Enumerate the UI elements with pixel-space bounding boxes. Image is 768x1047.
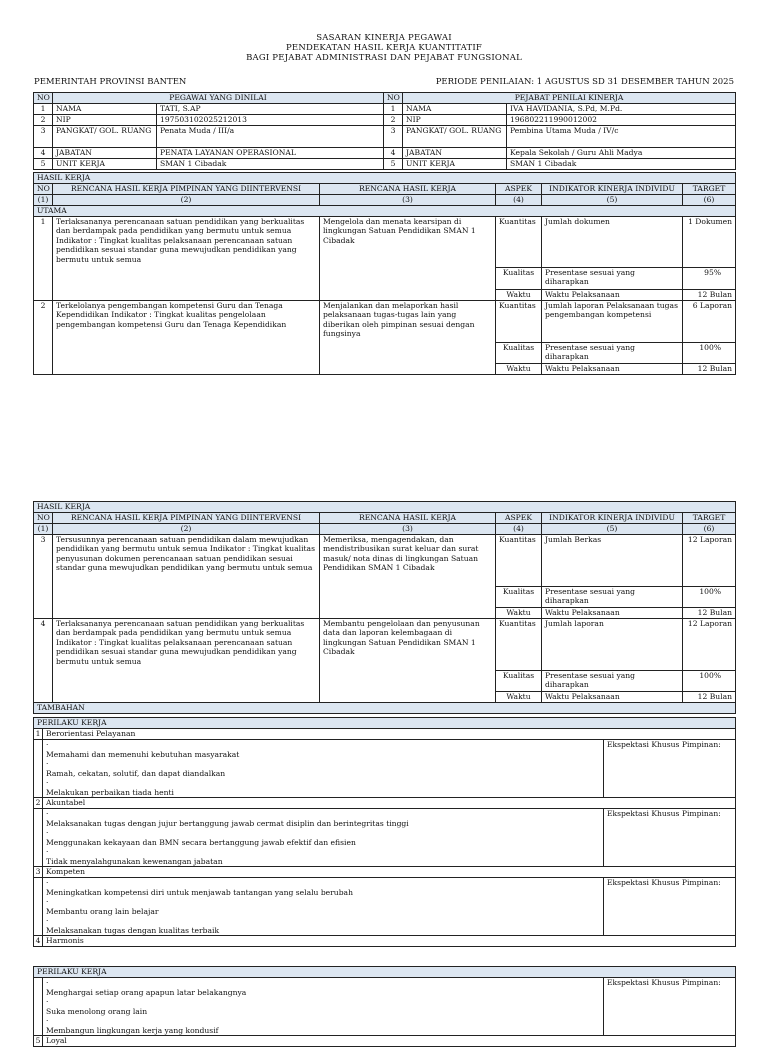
perilaku-title: Akuntabel <box>43 798 736 809</box>
indikator-cell: Jumlah laporan Pelaksanaan tugas pengembangan kompetensi <box>542 300 683 342</box>
col-num: (6) <box>683 195 736 206</box>
perilaku-point: Memahami dan memenuhi kebutuhan masyarakat <box>46 749 240 759</box>
col-num: (5) <box>542 524 683 535</box>
aspek-cell: Kuantitas <box>496 300 542 342</box>
pegawai-pangkat: Penata Muda / III/a <box>157 126 384 148</box>
perilaku-title: Kompeten <box>43 867 736 878</box>
aspek-cell: Waktu <box>496 691 542 702</box>
aspek-cell: Kualitas <box>496 586 542 607</box>
indikator-cell: Jumlah dokumen <box>542 216 683 267</box>
item-no: 2 <box>34 300 53 374</box>
col-num: (6) <box>683 524 736 535</box>
col-num: (5) <box>542 195 683 206</box>
id-row-no: 2 <box>384 115 403 126</box>
perilaku-kerja-table-2 <box>33 966 736 1047</box>
perilaku-points: · Meningkatkan kompetensi diri untuk menjawab tantangan yang selalu berubah · Membantu orang lain belajar · Melaksanakan tugas dengan kualitas terbaik <box>43 878 604 936</box>
skp-table-page-1 <box>33 92 736 170</box>
col-no: NO <box>34 184 53 195</box>
instansi-label: PEMERINTAH PROVINSI BANTEN <box>34 77 187 87</box>
target-cell: 12 Bulan <box>683 363 736 374</box>
aspek-cell: Kuantitas <box>496 618 542 670</box>
perilaku-point: Menggunakan kekayaan dan BMN secara bertanggung jawab efektif dan efisien <box>46 837 356 847</box>
target-cell: 100% <box>683 670 736 691</box>
col-target: TARGET <box>683 513 736 524</box>
ekspektasi-label: Ekspektasi Khusus Pimpinan: <box>604 978 736 1036</box>
id-row-no: 1 <box>384 104 403 115</box>
item-rencana: Menjalankan dan melaporkan hasil pelaksanaan tugas-tugas lain yang diberikan oleh pimpinan sesuai dengan fungsinya <box>320 300 496 374</box>
item-no: 4 <box>34 618 53 702</box>
id-row-label: JABATAN <box>403 148 507 159</box>
pegawai-header: PEGAWAI YANG DINILAI <box>53 93 384 104</box>
id-row-label: NIP <box>53 115 157 126</box>
id-row-no: 5 <box>384 159 403 170</box>
perilaku-no: 3 <box>34 867 43 878</box>
col-num: (1) <box>34 524 53 535</box>
perilaku-no: 5 <box>34 1036 43 1047</box>
target-cell: 12 Bulan <box>683 607 736 618</box>
target-cell: 100% <box>683 342 736 363</box>
aspek-cell: Waktu <box>496 607 542 618</box>
col-num: (2) <box>53 195 320 206</box>
col-num: (1) <box>34 195 53 206</box>
item-no: 3 <box>34 534 53 618</box>
indikator-cell: Jumlah Berkas <box>542 534 683 586</box>
aspek-cell: Kuantitas <box>496 534 542 586</box>
perilaku-point: Membangun lingkungan kerja yang kondusif <box>46 1025 219 1035</box>
indikator-cell: Presentase sesuai yang diharapkan <box>542 670 683 691</box>
target-cell: 100% <box>683 586 736 607</box>
item-rencana: Memeriksa, mengagendakan, dan mendistribusikan surat keluar dan surat masuk/ nota dinas di lingkungan Satuan Pendidikan SMAN 1 Cibadak <box>320 534 496 618</box>
id-row-label: PANGKAT/ GOL. RUANG <box>53 126 157 148</box>
item-rencana: Membantu pengelolaan dan penyusunan data dan laporan kelembagaan di lingkungan Satuan Pendidikan SMAN 1 Cibadak <box>320 618 496 702</box>
perilaku-point: Melaksanakan tugas dengan jujur bertanggung jawab cermat disiplin dan berintegritas tinggi <box>46 818 409 828</box>
target-cell: 12 Laporan <box>683 618 736 670</box>
perilaku-point: Menghargai setiap orang apapun latar belakangnya <box>46 987 247 997</box>
perilaku-no: 2 <box>34 798 43 809</box>
perilaku-point: Suka menolong orang lain <box>46 1006 148 1016</box>
indikator-cell: Waktu Pelaksanaan <box>542 607 683 618</box>
ekspektasi-label: Ekspektasi Khusus Pimpinan: <box>604 878 736 936</box>
target-cell: 12 Laporan <box>683 534 736 586</box>
aspek-cell: Kualitas <box>496 267 542 289</box>
target-cell: 6 Laporan <box>683 300 736 342</box>
penilai-pangkat: Pembina Utama Muda / IV/c <box>507 126 736 148</box>
aspek-cell: Kualitas <box>496 342 542 363</box>
perilaku-section: PERILAKU KERJA <box>34 718 736 729</box>
hasil-kerja-section: HASIL KERJA <box>34 173 736 184</box>
penilai-nip: 196802211990012002 <box>507 115 736 126</box>
item-pimpinan: Terlaksananya perencanaan satuan pendidikan yang berkualitas dan berdampak pada pendidikan yang bermutu untuk semua Indikator : Tingkat kualitas pelaksanaan perencanaan satuan pendidikan sesuai standar guna mewujudkan pendidikan yang bermutu untuk semua <box>53 216 320 300</box>
col-no: NO <box>34 513 53 524</box>
perilaku-points: · Melaksanakan tugas dengan jujur bertanggung jawab cermat disiplin dan berintegritas tinggi · Menggunakan kekayaan dan BMN secara bertanggung jawab efektif dan efisien · Tidak menyalahgunakan kewenangan jabatan <box>43 809 604 867</box>
col-aspek: ASPEK <box>496 513 542 524</box>
target-cell: 95% <box>683 267 736 289</box>
perilaku-points: · Memahami dan memenuhi kebutuhan masyarakat · Ramah, cekatan, solutif, dan dapat diandalkan · Melakukan perbaikan tiada henti <box>43 740 604 798</box>
perilaku-no: 4 <box>34 936 43 947</box>
hasil-kerja-table-1 <box>33 172 736 375</box>
id-row-label: PANGKAT/ GOL. RUANG <box>403 126 507 148</box>
col-rencana: RENCANA HASIL KERJA <box>320 513 496 524</box>
col-num: (3) <box>320 195 496 206</box>
id-row-no: 3 <box>384 126 403 148</box>
id-row-label: UNIT KERJA <box>403 159 507 170</box>
ekspektasi-label: Ekspektasi Khusus Pimpinan: <box>604 809 736 867</box>
id-row-no: 3 <box>34 126 53 148</box>
indikator-cell: Jumlah laporan <box>542 618 683 670</box>
perilaku-section: PERILAKU KERJA <box>34 967 736 978</box>
aspek-cell: Waktu <box>496 363 542 374</box>
item-pimpinan: Terlaksananya perencanaan satuan pendidikan yang berkualitas dan berdampak pada pendidikan yang bermutu untuk semua Indikator : Tingkat kualitas pelaksanaan perencanaan satuan pendidikan sesuai standar guna mewujudkan pendidikan yang bermutu untuk semua <box>53 618 320 702</box>
item-pimpinan: Tersusunnya perencanaan satuan pendidikan dalam mewujudkan pendidikan yang bermutu untuk semua Indikator : Tingkat kualitas penyusunan dokumen perencanaan satuan pendidikan sesuai standar guna mewujudkan pendidikan yang bermutu untuk semua <box>53 534 320 618</box>
title-line-1: SASARAN KINERJA PEGAWAI <box>316 33 452 43</box>
id-no-header: NO <box>34 93 53 104</box>
col-rencana: RENCANA HASIL KERJA <box>320 184 496 195</box>
title-line-2: PENDEKATAN HASIL KERJA KUANTITATIF <box>286 43 482 53</box>
aspek-cell: Waktu <box>496 289 542 300</box>
id-row-no: 1 <box>34 104 53 115</box>
id-row-label: UNIT KERJA <box>53 159 157 170</box>
tambahan-section: TAMBAHAN <box>34 702 736 713</box>
id-row-no: 4 <box>34 148 53 159</box>
id-row-label: JABATAN <box>53 148 157 159</box>
pegawai-unit: SMAN 1 Cibadak <box>157 159 384 170</box>
perilaku-spacer <box>34 740 43 798</box>
col-num: (4) <box>496 195 542 206</box>
penilai-header: PEJABAT PENILAI KINERJA <box>403 93 736 104</box>
penilai-unit: SMAN 1 Cibadak <box>507 159 736 170</box>
col-target: TARGET <box>683 184 736 195</box>
indikator-cell: Waktu Pelaksanaan <box>542 691 683 702</box>
id-row-no: 2 <box>34 115 53 126</box>
perilaku-point: Melakukan perbaikan tiada henti <box>46 787 174 797</box>
perilaku-kerja-table-1 <box>33 717 736 947</box>
col-indikator: INDIKATOR KINERJA INDIVIDU <box>542 184 683 195</box>
item-pimpinan: Terkelolanya pengembangan kompetensi Guru dan Tenaga Kependidikan Indikator : Tingkat kualitas pengelolaan pengembangan kompetensi Guru dan Tenaga Kependidikan <box>53 300 320 374</box>
pegawai-nip: 197503102025212013 <box>157 115 384 126</box>
col-pimpinan: RENCANA HASIL KERJA PIMPINAN YANG DIINTERVENSI <box>53 513 320 524</box>
indikator-cell: Waktu Pelaksanaan <box>542 289 683 300</box>
perilaku-spacer <box>34 809 43 867</box>
item-rencana: Mengelola dan menata kearsipan di lingkungan Satuan Pendidikan SMAN 1 Cibadak <box>320 216 496 300</box>
perilaku-spacer <box>34 978 43 1036</box>
target-cell: 12 Bulan <box>683 289 736 300</box>
col-pimpinan: RENCANA HASIL KERJA PIMPINAN YANG DIINTERVENSI <box>53 184 320 195</box>
target-cell: 12 Bulan <box>683 691 736 702</box>
perilaku-title: Harmonis <box>43 936 736 947</box>
perilaku-point: Meningkatkan kompetensi diri untuk menjawab tantangan yang selalu berubah <box>46 887 353 897</box>
id-no-header-right: NO <box>384 93 403 104</box>
col-aspek: ASPEK <box>496 184 542 195</box>
utama-section: UTAMA <box>34 205 736 216</box>
indikator-cell: Presentase sesuai yang diharapkan <box>542 342 683 363</box>
col-num: (2) <box>53 524 320 535</box>
indikator-cell: Waktu Pelaksanaan <box>542 363 683 374</box>
col-indikator: INDIKATOR KINERJA INDIVIDU <box>542 513 683 524</box>
pegawai-nama: TATI, S.AP <box>157 104 384 115</box>
col-num: (3) <box>320 524 496 535</box>
perilaku-title: Berorientasi Pelayanan <box>43 729 736 740</box>
periode-label: PERIODE PENILAIAN: 1 AGUSTUS SD 31 DESEMBER TAHUN 2025 <box>435 77 734 87</box>
perilaku-point: Melaksanakan tugas dengan kualitas terbaik <box>46 925 220 935</box>
id-row-no: 5 <box>34 159 53 170</box>
id-row-label: NAMA <box>403 104 507 115</box>
ekspektasi-label: Ekspektasi Khusus Pimpinan: <box>604 740 736 798</box>
perilaku-point: Tidak menyalahgunakan kewenangan jabatan <box>46 856 223 866</box>
perilaku-point: Membantu orang lain belajar <box>46 906 159 916</box>
id-row-label: NIP <box>403 115 507 126</box>
indikator-cell: Presentase sesuai yang diharapkan <box>542 267 683 289</box>
perilaku-point: Ramah, cekatan, solutif, dan dapat diandalkan <box>46 768 226 778</box>
id-row-no: 4 <box>384 148 403 159</box>
penilai-jabatan: Kepala Sekolah / Guru Ahli Madya <box>507 148 736 159</box>
pegawai-jabatan: PENATA LAYANAN OPERASIONAL <box>157 148 384 159</box>
perilaku-spacer <box>34 878 43 936</box>
indikator-cell: Presentase sesuai yang diharapkan <box>542 586 683 607</box>
col-num: (4) <box>496 524 542 535</box>
target-cell: 1 Dokumen <box>683 216 736 267</box>
perilaku-points: · Menghargai setiap orang apapun latar belakangnya · Suka menolong orang lain · Membangun lingkungan kerja yang kondusif <box>43 978 604 1036</box>
item-no: 1 <box>34 216 53 300</box>
document-title <box>0 33 768 63</box>
hasil-kerja-section: HASIL KERJA <box>34 502 736 513</box>
perilaku-title: Loyal <box>43 1036 736 1047</box>
hasil-kerja-table-2 <box>33 501 736 714</box>
aspek-cell: Kuantitas <box>496 216 542 267</box>
penilai-nama: IVA HAVIDANIA, S.Pd, M.Pd. <box>507 104 736 115</box>
perilaku-no: 1 <box>34 729 43 740</box>
aspek-cell: Kualitas <box>496 670 542 691</box>
id-row-label: NAMA <box>53 104 157 115</box>
title-line-3: BAGI PEJABAT ADMINISTRASI DAN PEJABAT FUNGSIONAL <box>246 53 522 63</box>
